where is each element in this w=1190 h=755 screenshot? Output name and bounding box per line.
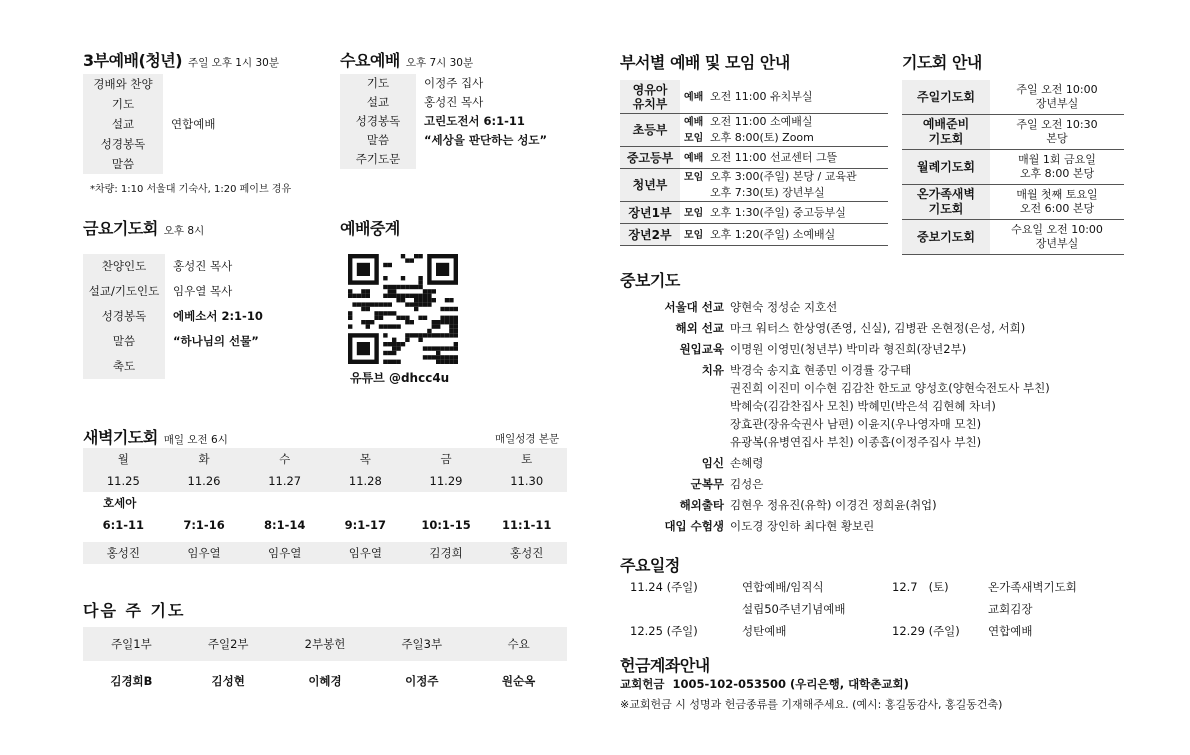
schedule-title: 주요일정 — [620, 556, 680, 575]
intercession-row — [620, 454, 1050, 472]
dept-line-value: 오후 1:20(주일) 소예배실 — [710, 227, 836, 241]
next-week-title: 다음 주 기도 — [83, 601, 186, 620]
intercession-category: 임신 — [701, 456, 724, 470]
dept-line — [684, 89, 888, 105]
dept-line — [684, 205, 888, 221]
table-row — [83, 94, 215, 114]
prayer-meeting-details — [990, 150, 1124, 184]
intercession-names — [730, 298, 837, 316]
prayer-meeting-details — [990, 115, 1124, 149]
wednesday-header — [340, 48, 473, 71]
prayer-meeting-name: 월례기도회 — [902, 150, 990, 184]
worship3-note: *차량: 1:10 서울대 기숙사, 1:20 페이브 경유 — [90, 184, 292, 195]
dept-line-value: 오전 11:00 선교센터 그뜰 — [710, 150, 838, 164]
intercession-names — [730, 319, 1025, 337]
intercession-title: 중보기도 — [620, 271, 680, 290]
dept-row — [620, 114, 888, 147]
table-row — [340, 131, 547, 150]
intercession-line: 장효관(장유숙권사 남편) 이윤지(우나영자매 모친) — [730, 417, 982, 431]
row-label: 성경봉독 — [83, 134, 163, 154]
schedule-table — [630, 576, 1148, 642]
prayer-meeting-name: 주일기도회 — [902, 80, 990, 114]
schedule-cell: 성탄예배 — [742, 624, 787, 638]
prayer-meeting-line: 장년부실 — [1035, 97, 1079, 110]
row-value: 연합예배 — [171, 117, 216, 131]
wednesday-time: 오후 7시 30분 — [405, 57, 474, 69]
dawn-day: 화 — [198, 452, 210, 466]
row-value: 이정주 집사 — [424, 76, 484, 90]
dept-line-value: 오후 3:00(주일) 본당 / 교육관 — [710, 170, 857, 183]
table-row — [340, 93, 547, 112]
next-week-person: 김성현 — [211, 674, 245, 688]
qr-code[interactable] — [348, 254, 458, 364]
intercession-line: 이도경 장인하 최다현 황보린 — [730, 519, 875, 533]
next-week-service: 주일1부 — [111, 637, 152, 651]
dawn-date: 11.30 — [510, 474, 544, 488]
dawn-leaders-row — [83, 542, 567, 564]
dept-name: 장년1부 — [620, 202, 680, 223]
dawn-leader: 김경희 — [429, 546, 463, 560]
row-value — [163, 74, 171, 94]
dawn-date: 11.25 — [106, 474, 140, 488]
prayer-meeting-line: 수요일 오전 10:00 — [1011, 223, 1103, 236]
dawn-date: 11.28 — [348, 474, 382, 488]
dept-line-type: 예배 — [684, 117, 704, 128]
intercession-line: 이명원 이영민(청년부) 박미라 형진희(장년2부) — [730, 342, 967, 356]
intercession-category: 해외 선교 — [675, 321, 724, 335]
dawn-title: 새벽기도회 — [83, 428, 158, 447]
intercession-line: 박혜숙(김감찬집사 모친) 박혜민(박은석 김현혜 차녀) — [730, 399, 996, 413]
dept-line-value: 오후 7:30(토) 장년부실 — [710, 186, 825, 199]
intercession-line: 유광복(유병연집사 부친) 이종흡(이정주집사 부친) — [730, 435, 982, 449]
dawn-book-row — [83, 492, 567, 514]
intercession-names — [730, 496, 937, 514]
dept-line-type: 모임 — [684, 229, 704, 241]
next-week-service: 주일2부 — [207, 637, 249, 651]
dawn-passages-row — [83, 514, 567, 536]
next-week-person: 이정주 — [405, 674, 439, 688]
dept-line-value: 오후 1:30(주일) 중고등부실 — [710, 205, 846, 219]
prayer-meeting-row — [902, 220, 1124, 255]
prayer-meeting-name: 온가족새벽 기도회 — [902, 185, 990, 219]
next-week-people-row — [83, 661, 567, 701]
schedule-cell: 12.25 (주일) — [630, 624, 698, 638]
dept-details — [680, 114, 888, 146]
intercession-names — [730, 454, 763, 472]
prayer-meeting-line: 오전 6:00 본당 — [1019, 202, 1095, 215]
row-value — [165, 354, 173, 379]
prayer-meeting-line: 본당 — [1046, 132, 1068, 145]
intercession-row — [620, 496, 1050, 514]
worship3-time: 주일 오후 1시 30분 — [188, 57, 279, 69]
table-row — [83, 74, 215, 94]
dept-line — [684, 130, 888, 146]
dept-line — [684, 169, 888, 185]
row-value — [163, 154, 171, 174]
row-label: 주기도문 — [340, 150, 416, 169]
row-label: 축도 — [83, 354, 165, 379]
intercession-row — [620, 475, 1050, 493]
intercession-category: 군복무 — [690, 477, 724, 491]
prayer-meeting-row — [902, 115, 1124, 150]
intercession-category: 원입교육 — [679, 342, 724, 356]
intercession-category: 치유 — [701, 363, 724, 377]
dept-name: 청년부 — [620, 169, 680, 201]
dept-line-type: 모임 — [684, 133, 704, 144]
intercession-list — [620, 298, 1050, 538]
table-row — [83, 354, 263, 379]
schedule-cell: 연합예배/임직식 — [742, 580, 824, 594]
offering-note: ※교회헌금 시 성명과 헌금종류를 기재해주세요. (예시: 홍길동감사, 홍길동건축) — [620, 698, 1003, 711]
worship3-header — [83, 48, 279, 71]
dept-line-value: 오전 11:00 유치부실 — [710, 89, 813, 103]
prayer-meeting-line: 장년부실 — [1035, 237, 1079, 250]
dawn-date: 11.26 — [187, 474, 221, 488]
schedule-cell: 온가족새벽기도회 — [988, 580, 1077, 594]
next-week-person: 이혜경 — [308, 674, 342, 688]
dawn-header — [83, 425, 228, 448]
prayer-meeting-line: 매월 1회 금요일 — [1018, 153, 1096, 166]
intercession-line: 김현우 정유진(유학) 이경건 정희윤(취업) — [730, 498, 937, 512]
dept-details — [680, 147, 888, 168]
dawn-table — [83, 448, 567, 564]
wednesday-table — [340, 74, 547, 169]
dawn-dates-row — [83, 470, 567, 492]
prayer-meeting-row — [902, 80, 1124, 115]
dawn-note: 매일성경 본문 — [495, 433, 560, 445]
table-row — [83, 254, 263, 279]
intercession-category: 해외출타 — [679, 498, 724, 512]
table-row — [340, 74, 547, 93]
schedule-cell — [630, 598, 742, 620]
dept-line-type: 예배 — [684, 152, 704, 164]
intercession-row — [620, 319, 1050, 337]
schedule-cell: 설립50주년기념예배 — [742, 602, 846, 616]
dawn-passage: 8:1-14 — [263, 518, 306, 532]
schedule-cell — [892, 598, 988, 620]
prayer-meeting-row — [902, 185, 1124, 220]
dawn-time: 매일 오전 6시 — [163, 434, 228, 446]
dept-row — [620, 169, 888, 202]
worship3-title: 3부예배(청년) — [83, 51, 183, 70]
intercession-row — [620, 517, 1050, 535]
broadcast-title: 예배중계 — [340, 219, 400, 238]
dept-title: 부서별 예배 및 모임 안내 — [620, 53, 790, 72]
dawn-book: 호세아 — [103, 496, 137, 510]
prayer-meeting-details — [990, 185, 1124, 219]
intercession-category: 대입 수험생 — [664, 519, 724, 533]
dawn-passage: 9:1-17 — [344, 518, 387, 532]
dept-line — [684, 227, 888, 243]
table-row — [83, 114, 215, 134]
dawn-passage: 10:1-15 — [421, 518, 471, 532]
intercession-line: 김성은 — [730, 477, 764, 491]
dawn-day: 토 — [521, 452, 533, 466]
schedule-cell: 12.29 (주일) — [892, 624, 960, 638]
schedule-cell: 연합예배 — [988, 624, 1033, 638]
prayer-meeting-row — [902, 150, 1124, 185]
prayer-meetings-table — [902, 80, 1124, 255]
row-label: 말씀 — [83, 154, 163, 174]
worship3-table — [83, 74, 215, 174]
friday-time: 오후 8시 — [163, 225, 205, 237]
dept-details — [680, 80, 888, 113]
offering-title: 헌금계좌안내 — [620, 656, 710, 675]
dawn-day: 수 — [279, 452, 291, 466]
row-label: 기도 — [340, 74, 416, 93]
dawn-leader: 홍성진 — [510, 546, 544, 560]
row-label: 성경봉독 — [340, 112, 416, 131]
row-value: 에베소서 2:1-10 — [173, 309, 263, 323]
row-value — [416, 150, 424, 169]
intercession-line: 손혜령 — [730, 456, 764, 470]
next-week-service: 주일3부 — [401, 637, 443, 651]
dept-line-value: 오후 8:00(토) Zoom — [710, 131, 814, 144]
next-week-services-row — [83, 627, 567, 661]
schedule-row — [630, 620, 1148, 642]
row-label: 성경봉독 — [83, 304, 165, 329]
dept-name: 초등부 — [620, 114, 680, 146]
row-label: 설교 — [340, 93, 416, 112]
row-value: 고린도전서 6:1-11 — [424, 114, 525, 128]
dept-row — [620, 224, 888, 246]
prayer-meeting-line: 매월 첫째 토요일 — [1016, 188, 1098, 201]
prayer-meeting-line: 주일 오전 10:00 — [1016, 83, 1098, 96]
intercession-names — [730, 361, 1050, 451]
dawn-leader: 임우열 — [348, 546, 383, 560]
intercession-names — [730, 475, 763, 493]
row-label: 설교/기도인도 — [83, 279, 165, 304]
intercession-names — [730, 517, 874, 535]
prayer-meeting-name: 중보기도회 — [902, 220, 990, 254]
intercession-row — [620, 361, 1050, 451]
intercession-category: 서울대 선교 — [664, 300, 724, 314]
schedule-cell: 11.24 (주일) — [630, 580, 698, 594]
dept-line-type: 예배 — [684, 91, 704, 103]
row-value: 임우열 목사 — [173, 284, 233, 298]
next-week-table — [83, 627, 567, 701]
intercession-line: 양현숙 정성순 지호선 — [730, 300, 838, 314]
dept-line-value: 오전 11:00 소예배실 — [710, 115, 813, 128]
row-label: 말씀 — [83, 329, 165, 354]
dept-row — [620, 147, 888, 169]
row-value: “세상을 판단하는 성도” — [424, 133, 548, 147]
dept-name: 중고등부 — [620, 147, 680, 168]
next-week-service: 수요 — [507, 637, 530, 651]
intercession-line: 박경숙 송지효 현종민 이경률 강구태 — [730, 363, 912, 377]
table-row — [83, 279, 263, 304]
dawn-leader: 홍성진 — [106, 546, 140, 560]
row-label: 말씀 — [340, 131, 416, 150]
row-label: 기도 — [83, 94, 163, 114]
dawn-leader: 임우열 — [187, 546, 221, 560]
schedule-row — [630, 576, 1148, 598]
prayer-meeting-name: 예배준비 기도회 — [902, 115, 990, 149]
dawn-day: 금 — [440, 452, 452, 466]
prayer-meeting-line: 오후 8:00 본당 — [1019, 167, 1095, 180]
row-value: 홍성진 목사 — [424, 95, 484, 109]
friday-header — [83, 216, 204, 239]
next-week-person: 김경희B — [110, 674, 153, 688]
table-row — [340, 150, 547, 169]
dawn-passage: 7:1-16 — [183, 518, 225, 532]
row-value: “하나님의 선물” — [173, 334, 259, 348]
dept-row — [620, 80, 888, 114]
intercession-row — [620, 340, 1050, 358]
dept-name: 장년2부 — [620, 224, 680, 245]
row-value — [163, 134, 171, 154]
dept-line — [684, 114, 888, 130]
dept-details — [680, 169, 888, 201]
intercession-line: 권진희 이진미 이수현 김감찬 한도교 양성호(양현숙전도사 부친) — [730, 381, 1050, 395]
dept-line-type: 모임 — [684, 207, 704, 219]
intercession-row — [620, 298, 1050, 316]
dept-details — [680, 202, 888, 223]
schedule-cell: 12.7 (토) — [892, 580, 949, 594]
dawn-leader: 임우열 — [268, 546, 302, 560]
dawn-day: 목 — [359, 452, 371, 466]
prayer-meeting-details — [990, 80, 1124, 114]
schedule-row — [630, 598, 1148, 620]
next-week-person: 원순옥 — [501, 674, 536, 688]
prayer-meetings-title: 기도회 안내 — [902, 53, 982, 72]
table-row — [340, 112, 547, 131]
prayer-meeting-details — [990, 220, 1124, 254]
dawn-passage: 11:1-11 — [502, 518, 552, 532]
youtube-handle[interactable]: 유튜브 @dhcc4u — [350, 371, 450, 385]
row-value — [163, 94, 171, 114]
table-row — [83, 154, 215, 174]
row-label: 경배와 찬양 — [83, 74, 163, 94]
dept-line — [684, 185, 888, 201]
dawn-days-row — [83, 448, 567, 470]
dawn-date: 11.27 — [268, 474, 302, 488]
table-row — [83, 134, 215, 154]
table-row — [83, 304, 263, 329]
dept-row — [620, 202, 888, 224]
friday-table — [83, 254, 263, 379]
row-value: 홍성진 목사 — [173, 259, 233, 273]
next-week-service: 2부봉헌 — [304, 637, 346, 651]
schedule-cell: 교회김장 — [988, 602, 1033, 616]
dawn-passage: 6:1-11 — [102, 518, 145, 532]
dept-name: 영유아 유치부 — [620, 80, 680, 113]
intercession-names — [730, 340, 966, 358]
dept-line — [684, 150, 888, 166]
dawn-day: 월 — [117, 452, 129, 466]
wednesday-title: 수요예배 — [340, 51, 400, 70]
table-row — [83, 329, 263, 354]
offering-account: 교회헌금 1005-102-053500 (우리은행, 대학촌교회) — [620, 677, 909, 691]
dept-line-type: 모임 — [684, 172, 704, 183]
dept-table — [620, 80, 888, 246]
friday-title: 금요기도회 — [83, 219, 158, 238]
prayer-meeting-line: 주일 오전 10:30 — [1016, 118, 1098, 131]
row-label: 설교 — [83, 114, 163, 134]
dept-details — [680, 224, 888, 245]
intercession-line: 마크 워터스 한상영(존영, 신실), 김병관 온현정(은성, 서희) — [730, 321, 1026, 335]
dawn-date: 11.29 — [429, 474, 463, 488]
row-label: 찬양인도 — [83, 254, 165, 279]
